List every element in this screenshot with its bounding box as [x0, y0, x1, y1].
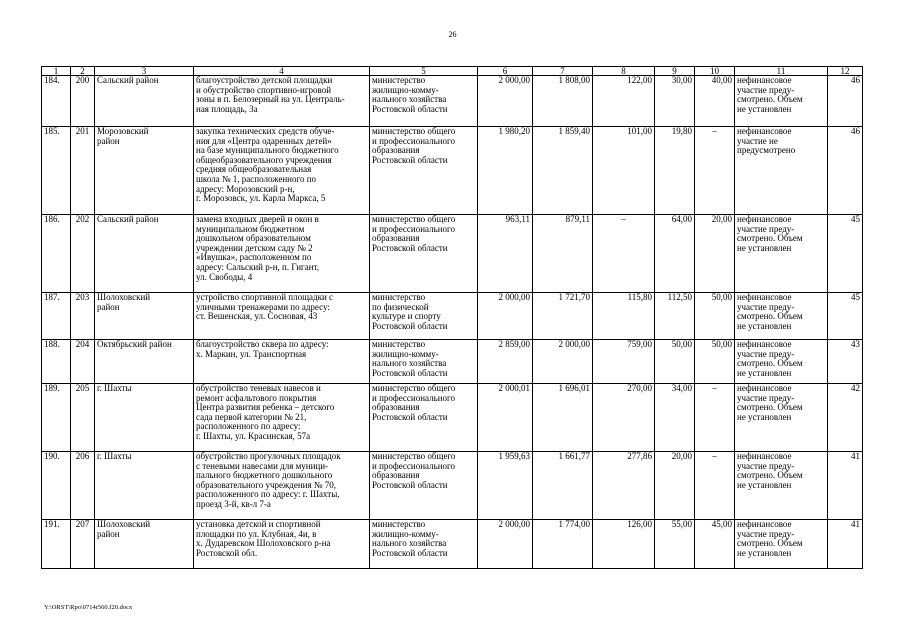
- amount-col9-cell: 50,00: [655, 340, 695, 384]
- total-amount-cell: 1 959,63: [478, 452, 533, 520]
- table-row: [42, 340, 863, 384]
- score-cell: 41: [828, 520, 863, 569]
- amount-col8-cell: 101,00: [593, 127, 655, 215]
- participation-note-cell: нефинансовое участие преду- смотрено. Объем не установлен: [735, 340, 828, 384]
- column-header: 3: [95, 67, 194, 76]
- score-cell: 46: [828, 127, 863, 215]
- municipality-cell: Сальский район: [95, 215, 194, 293]
- column-header: 8: [593, 67, 655, 76]
- header-row: [42, 67, 863, 76]
- column-header: 1: [42, 67, 71, 76]
- amount-col10-cell: 50,00: [695, 293, 735, 340]
- ministry-cell: министерство жилищно-комму- нального хозяйства Ростовской области: [370, 520, 478, 569]
- file-path-footer: Y:\ORST\Rpo\0714r560.f20.docx: [44, 604, 133, 611]
- program-number-cell: 203: [71, 293, 95, 340]
- ministry-cell: министерство по физической культуре и спорту Ростовской области: [370, 293, 478, 340]
- column-header: 4: [194, 67, 370, 76]
- column-header: 10: [695, 67, 735, 76]
- amount-col8-cell: 126,00: [593, 520, 655, 569]
- project-description-cell: устройство спортивной площадки с уличными тренажерами по адресу: ст. Вешенская, ул. Сосновая, 43: [194, 293, 370, 340]
- table-row: [42, 127, 863, 215]
- amount-col10-cell: 20,00: [695, 215, 735, 293]
- table-row: [42, 76, 863, 127]
- total-amount-cell: 2 859,00: [478, 340, 533, 384]
- table-row: [42, 384, 863, 452]
- column-header: 5: [370, 67, 478, 76]
- amount-col7-cell: 1 721,70: [533, 293, 593, 340]
- municipality-cell: Шолоховский район: [95, 293, 194, 340]
- score-cell: 41: [828, 452, 863, 520]
- amount-col10-cell: –: [695, 452, 735, 520]
- amount-col7-cell: 2 000,00: [533, 340, 593, 384]
- amount-col10-cell: 45,00: [695, 520, 735, 569]
- amount-col8-cell: 277,86: [593, 452, 655, 520]
- score-cell: 42: [828, 384, 863, 452]
- participation-note-cell: нефинансовое участие преду- смотрено. Объем не установлен: [735, 76, 828, 127]
- row-index-cell: 186.: [42, 215, 71, 293]
- amount-col9-cell: 30,00: [655, 76, 695, 127]
- row-index-cell: 188.: [42, 340, 71, 384]
- municipality-cell: Морозовский район: [95, 127, 194, 215]
- column-header: 12: [828, 67, 863, 76]
- amount-col7-cell: 1 808,00: [533, 76, 593, 127]
- column-header: 6: [478, 67, 533, 76]
- column-header: 11: [735, 67, 828, 76]
- participation-note-cell: нефинансовое участие преду- смотрено. Объем не установлен: [735, 384, 828, 452]
- participation-note-cell: нефинансовое участие преду- смотрено. Объем не установлен: [735, 293, 828, 340]
- project-description-cell: обустройство прогулочных площадок с теневыми навесами для муници- пального бюджетного дошкольного образовательного учреждения № 70, расположенного по адресу: г. Шахты, проезд 3-й, кв-л 7-а: [194, 452, 370, 520]
- total-amount-cell: 963,11: [478, 215, 533, 293]
- column-header: 7: [533, 67, 593, 76]
- ministry-cell: министерство общего и профессионального образования Ростовской области: [370, 127, 478, 215]
- score-cell: 45: [828, 293, 863, 340]
- participation-note-cell: нефинансовое участие преду- смотрено. Объем не установлен: [735, 215, 828, 293]
- total-amount-cell: 2 000,01: [478, 384, 533, 452]
- page-number: 26: [448, 30, 457, 39]
- amount-col10-cell: –: [695, 127, 735, 215]
- project-description-cell: благоустройство детской площадки и обустройство спортивно-игровой зоны в п. Белозерный на ул. Централь- ная площадь, 3а: [194, 76, 370, 127]
- amount-col10-cell: 50,00: [695, 340, 735, 384]
- ministry-cell: министерство жилищно-комму- нального хозяйства Ростовской области: [370, 340, 478, 384]
- participation-note-cell: нефинансовое участие преду- смотрено. Объем не установлен: [735, 452, 828, 520]
- project-description-cell: установка детской и спортивной площадки по ул. Клубная, 4и, в х. Дударевском Шолоховского р-на Ростовской обл.: [194, 520, 370, 569]
- ministry-cell: министерство общего и профессионального образования Ростовской области: [370, 215, 478, 293]
- ministry-cell: министерство общего и профессионального образования Ростовской области: [370, 384, 478, 452]
- amount-col8-cell: 122,00: [593, 76, 655, 127]
- total-amount-cell: 2 000,00: [478, 293, 533, 340]
- amount-col7-cell: 1 696,01: [533, 384, 593, 452]
- projects-table: [41, 66, 863, 569]
- table-row: [42, 452, 863, 520]
- total-amount-cell: 2 000,00: [478, 520, 533, 569]
- program-number-cell: 204: [71, 340, 95, 384]
- row-index-cell: 187.: [42, 293, 71, 340]
- row-index-cell: 184.: [42, 76, 71, 127]
- projects-table-container: [41, 66, 862, 569]
- amount-col7-cell: 1 774,00: [533, 520, 593, 569]
- program-number-cell: 206: [71, 452, 95, 520]
- municipality-cell: г. Шахты: [95, 384, 194, 452]
- amount-col9-cell: 64,00: [655, 215, 695, 293]
- amount-col9-cell: 19,80: [655, 127, 695, 215]
- amount-col8-cell: 115,80: [593, 293, 655, 340]
- total-amount-cell: 2 000,00: [478, 76, 533, 127]
- amount-col10-cell: 40,00: [695, 76, 735, 127]
- project-description-cell: обустройство теневых навесов и ремонт асфальтового покрытия Центра развития ребенка – детского сада первой категории № 21, расположенного по адресу: г. Шахты, ул. Красинская, 57а: [194, 384, 370, 452]
- amount-col9-cell: 20,00: [655, 452, 695, 520]
- project-description-cell: замена входных дверей и окон в муниципальном бюджетном дошкольном образовательном учреждении детском саду № 2 «Ивушка», расположенном по адресу: Сальский р-н, п. Гигант, ул. Свободы, 4: [194, 215, 370, 293]
- program-number-cell: 202: [71, 215, 95, 293]
- project-description-cell: благоустройство сквера по адресу: х. Маркин, ул. Транспортная: [194, 340, 370, 384]
- municipality-cell: г. Шахты: [95, 452, 194, 520]
- row-index-cell: 190.: [42, 452, 71, 520]
- score-cell: 43: [828, 340, 863, 384]
- municipality-cell: Шолоховский район: [95, 520, 194, 569]
- column-header: 9: [655, 67, 695, 76]
- municipality-cell: Сальский район: [95, 76, 194, 127]
- municipality-cell: Октябрьский район: [95, 340, 194, 384]
- total-amount-cell: 1 980,20: [478, 127, 533, 215]
- amount-col10-cell: –: [695, 384, 735, 452]
- amount-col8-cell: –: [593, 215, 655, 293]
- amount-col7-cell: 879,11: [533, 215, 593, 293]
- ministry-cell: министерство жилищно-комму- нального хозяйства Ростовской области: [370, 76, 478, 127]
- score-cell: 45: [828, 215, 863, 293]
- program-number-cell: 201: [71, 127, 95, 215]
- row-index-cell: 185.: [42, 127, 71, 215]
- ministry-cell: министерство общего и профессионального образования Ростовской области: [370, 452, 478, 520]
- project-description-cell: закупка технических средств обуче- ния для «Центра одаренных детей» на базе муниципального бюджетного общеобразовательного учреждения средняя общеобразовательная школа № 1, расположенного по адресу: Морозовский р-н, г. Морозовск, ул. Карла Маркса, 5: [194, 127, 370, 215]
- amount-col8-cell: 270,00: [593, 384, 655, 452]
- row-index-cell: 191.: [42, 520, 71, 569]
- program-number-cell: 207: [71, 520, 95, 569]
- amount-col7-cell: 1 661,77: [533, 452, 593, 520]
- participation-note-cell: нефинансовое участие не предусмотрено: [735, 127, 828, 215]
- amount-col9-cell: 34,00: [655, 384, 695, 452]
- program-number-cell: 200: [71, 76, 95, 127]
- row-index-cell: 189.: [42, 384, 71, 452]
- table-row: [42, 215, 863, 293]
- amount-col7-cell: 1 859,40: [533, 127, 593, 215]
- amount-col8-cell: 759,00: [593, 340, 655, 384]
- column-header: 2: [71, 67, 95, 76]
- program-number-cell: 205: [71, 384, 95, 452]
- amount-col9-cell: 112,50: [655, 293, 695, 340]
- table-row: [42, 520, 863, 569]
- score-cell: 46: [828, 76, 863, 127]
- participation-note-cell: нефинансовое участие преду- смотрено. Объем не установлен: [735, 520, 828, 569]
- table-row: [42, 293, 863, 340]
- amount-col9-cell: 55,00: [655, 520, 695, 569]
